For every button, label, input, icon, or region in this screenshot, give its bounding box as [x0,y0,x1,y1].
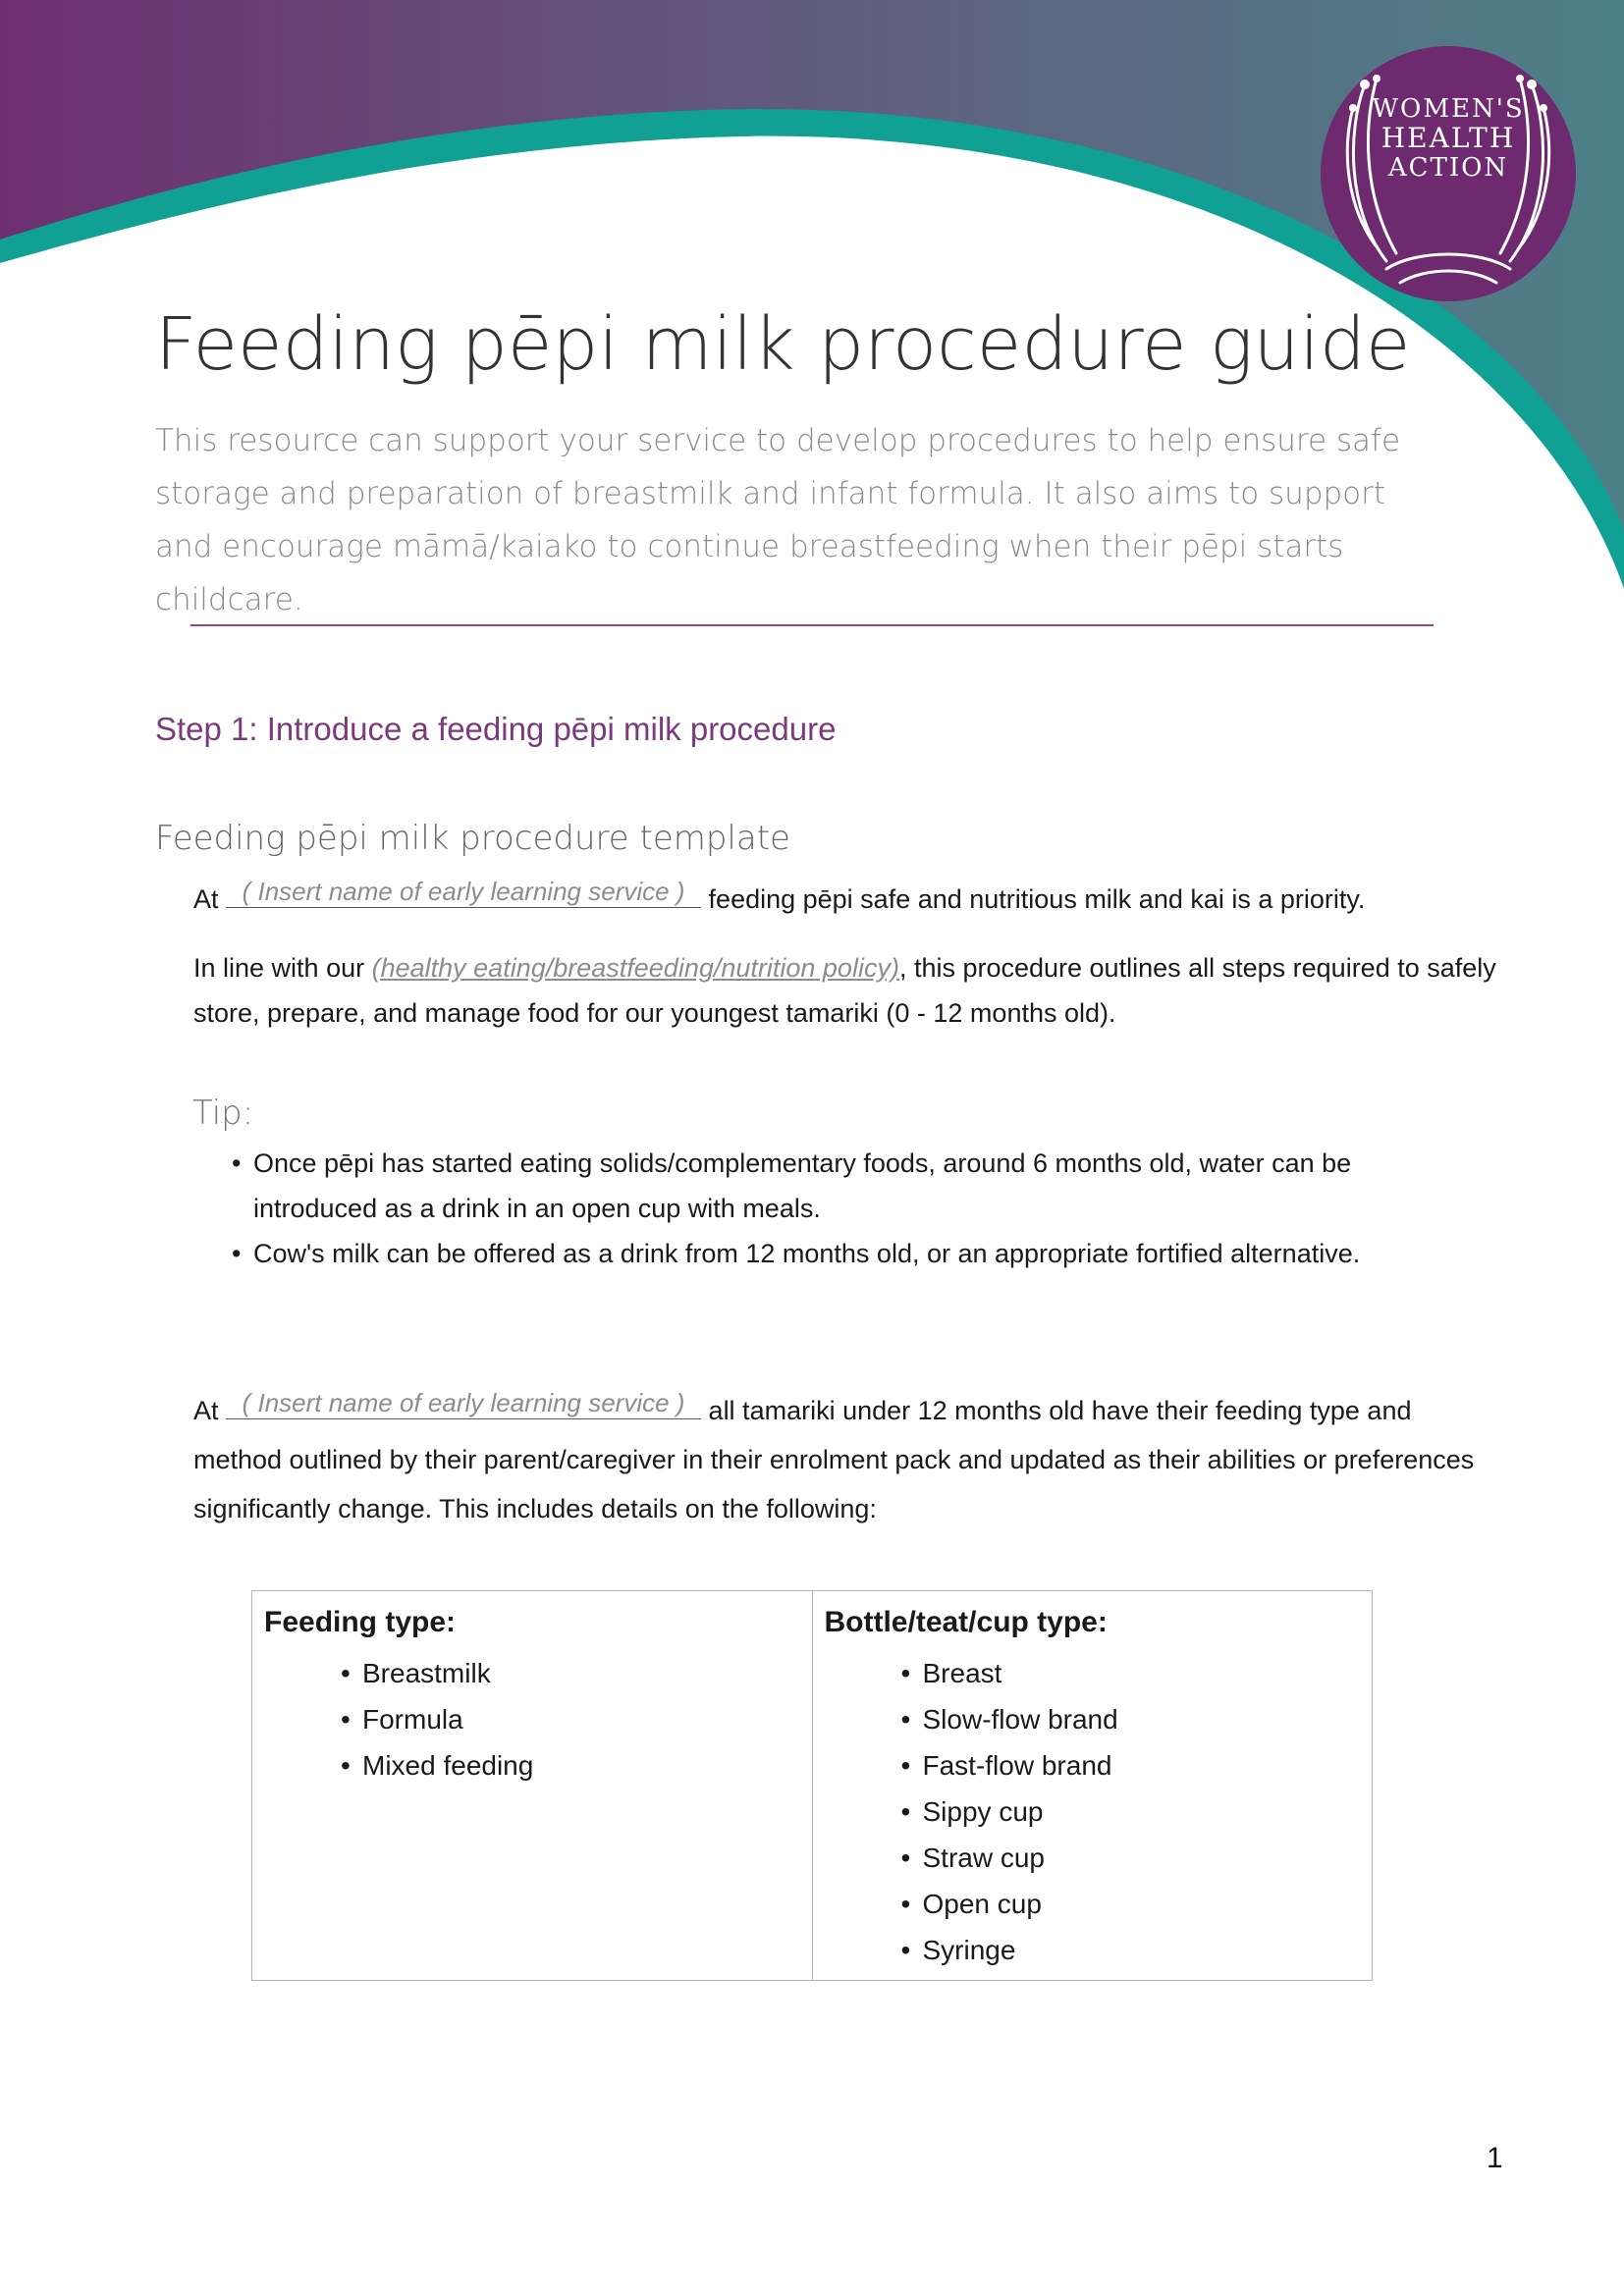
feeding-type-column [252,1591,812,1980]
feeding-type-list [264,1650,800,1789]
service-name-placeholder-2: ( Insert name of early learning service ) [242,1388,685,1417]
page-number: 1 [1487,2142,1503,2174]
intro-paragraph: This resource can support your service to develop procedures to help ensure safe storage and preparation of breastmilk and infant formula. It also aims to support and encourage māmā/kaiako to continue breastfeeding when their pēpi starts childcare. [155,423,1401,617]
bottle-type-column [812,1591,1373,1980]
template-paragraph-1 [193,877,1499,922]
para2-prefix: In line with our [193,953,365,983]
logo-text-line-3: ACTION [1387,153,1509,183]
list-item: • Syringe [901,1927,1361,1973]
bottle-type-heading: Bottle/teat/cup type: [824,1606,1108,1638]
list-item: • Formula [341,1696,800,1742]
para3-suffix: all tamariki under 12 months old have their feeding type and method outlined by their parent/caregiver in their enrolment pack and updated as their abilities or preferences significantly change. This includes details on the following: [193,1396,1475,1523]
template-heading: Feeding pēpi milk procedure template [155,819,790,858]
list-item: • Sippy cup [901,1789,1361,1835]
list-item: • Breast [901,1650,1361,1696]
template-paragraph-3 [193,1386,1499,1533]
list-item: • Breastmilk [341,1650,800,1696]
service-name-blank[interactable] [226,878,701,908]
bottle-type-list [825,1650,1361,1973]
service-name-blank-2[interactable] [226,1389,701,1419]
tip-list [232,1141,1410,1276]
tip-heading: Tip: [192,1094,254,1133]
policy-reference: (healthy eating/breastfeeding/nutrition policy) [371,953,899,983]
step-1-heading: Step 1: Introduce a feeding pēpi milk procedure [155,711,837,747]
feeding-type-heading: Feeding type: [264,1606,457,1638]
template-paragraph-2 [193,945,1499,1036]
page-title: Feeding pēpi milk procedure guide [155,302,1411,387]
para1-prefix: At [193,884,219,914]
feeding-details-table [251,1590,1373,1981]
list-item: • Open cup [901,1881,1361,1927]
list-item: • Straw cup [901,1835,1361,1881]
para3-prefix: At [193,1396,219,1425]
para1-suffix: feeding pēpi safe and nutritious milk and kai is a priority. [708,884,1366,914]
service-name-placeholder: ( Insert name of early learning service ) [242,877,685,906]
section-divider [190,624,1434,626]
para2-suffix: , this procedure outlines all steps required to safely store, prepare, and manage food for our youngest tamariki (0 - 12 months old). [193,953,1496,1028]
list-item: • Mixed feeding [341,1742,800,1789]
list-item: • Slow-flow brand [901,1696,1361,1742]
tip-item: • Once pēpi has started eating solids/complementary foods, around 6 months old, water can be introduced as a drink in an open cup with meals. [232,1141,1410,1231]
tip-item: • Cow's milk can be offered as a drink from 12 months old, or an appropriate fortified alternative. [232,1231,1410,1276]
list-item: • Fast-flow brand [901,1742,1361,1789]
logo-text-line-1: WOMEN'S [1372,94,1525,124]
logo-text-line-2: HEALTH [1380,122,1516,154]
